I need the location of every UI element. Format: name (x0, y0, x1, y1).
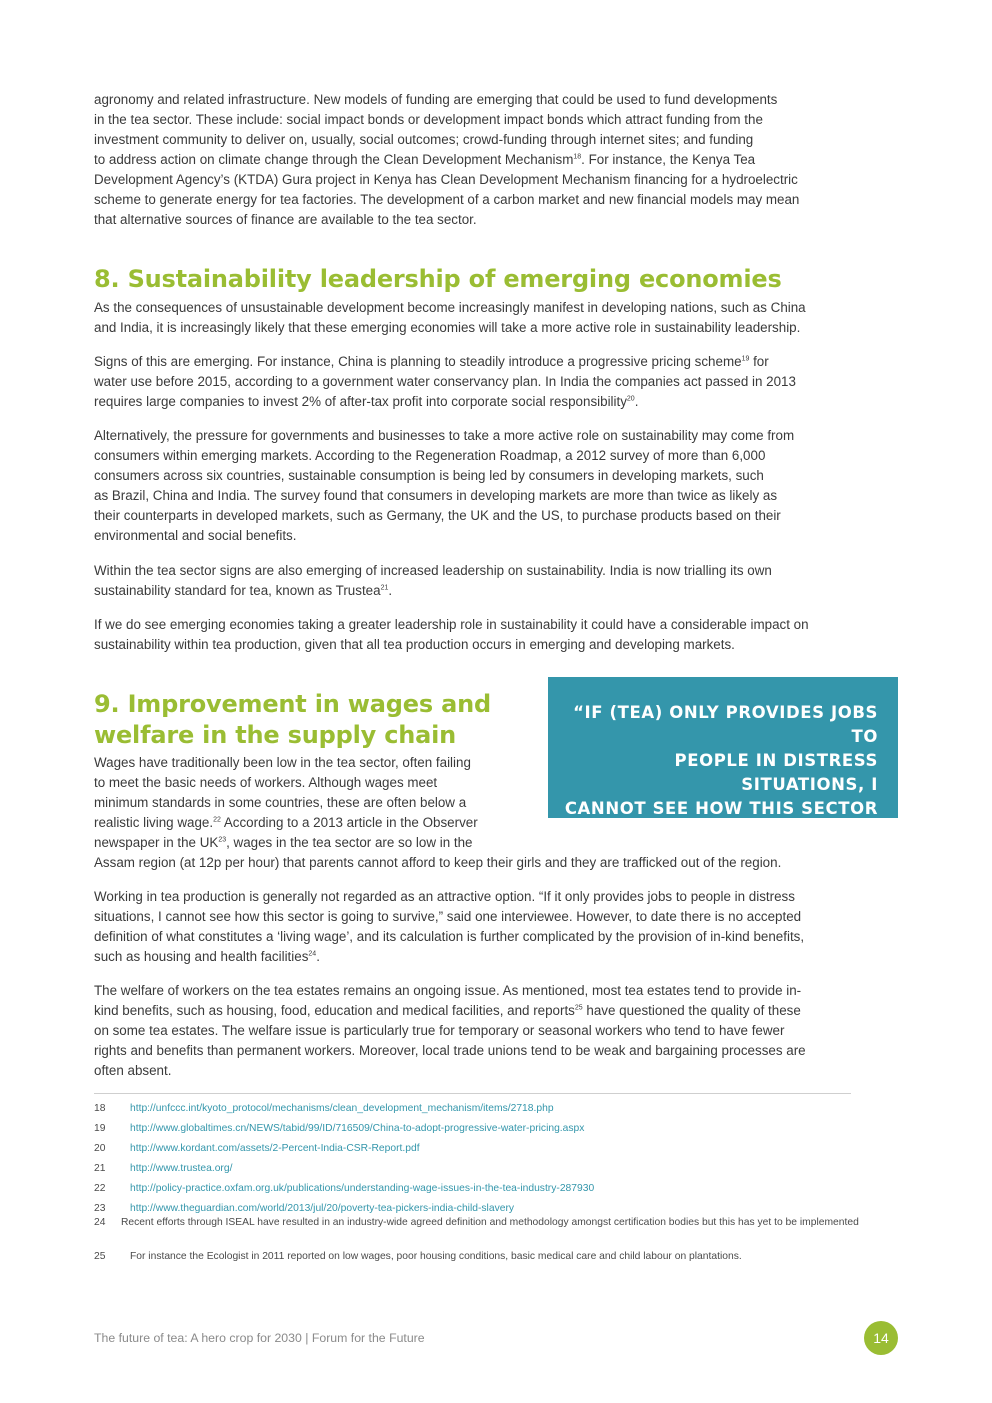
text-line-tail: According to a 2013 article in the Observer (220, 815, 478, 830)
footnote-ref[interactable]: 25 (574, 1004, 583, 1012)
section-8-paragraph-2 (94, 352, 796, 412)
footnote-ref[interactable]: 20 (626, 395, 635, 403)
quote-line: “IF (TEA) ONLY PROVIDES JOBS TO (573, 703, 878, 746)
text-line: consumers within emerging markets. According to the Regeneration Roadmap, a 2012 survey of more than 6,000 (94, 448, 766, 463)
heading-line: welfare in the supply chain (94, 721, 457, 749)
footnote-23 (94, 1202, 514, 1216)
text-line: Within the tea sector signs are also emerging of increased leadership on sustainability. India is now trialling its own (94, 563, 772, 578)
text-line: sustainability within tea production, given that all tea production occurs in emerging and developing markets. (94, 637, 735, 652)
page-footer: The future of tea: A hero crop for 2030 | Forum for the Future (94, 1331, 425, 1345)
intro-line: to address action on climate change through the Clean Development Mechanism (94, 152, 574, 167)
text-line: minimum standards in some countries, these are often below a (94, 795, 467, 810)
footnote-ref[interactable]: 22 (213, 816, 221, 824)
text-line: sustainability standard for tea, known as Trustea (94, 583, 381, 598)
footnote-link[interactable]: http://www.globaltimes.cn/NEWS/tabid/99/ID/716509/China-to-adopt-progressive-water-pricing.aspx (130, 1123, 585, 1134)
text-line: as Brazil, China and India. The survey found that consumers in developing markets are more than twice as likely as (94, 488, 778, 503)
text-line: If we do see emerging economies taking a greater leadership role in sustainability it could have a considerable impact on (94, 617, 809, 632)
text-line: Assam region (at 12p per hour) that parents cannot afford to keep their girls and they are trafficked out of the region. (94, 855, 782, 870)
section-9-paragraph-3 (94, 981, 806, 1081)
text-line: rights and benefits than permanent workers. Moreover, local trade unions tend to be weak and bargaining processes are (94, 1043, 806, 1058)
footnote-ref[interactable]: 19 (741, 355, 750, 363)
quote-line: PEOPLE IN DISTRESS SITUATIONS, I (674, 751, 878, 794)
section-8-paragraph-3 (94, 426, 794, 546)
text-line: kind benefits, such as housing, food, education and medical facilities, and reports (94, 1003, 575, 1018)
section-8-paragraph-1 (94, 298, 806, 338)
text-line: newspaper in the UK (94, 835, 219, 850)
text-line: situations, I cannot see how this sector is going to survive,” said one interviewee. However, to date there is no accepted (94, 909, 802, 924)
footnote-link[interactable]: http://www.theguardian.com/world/2013/jul/20/poverty-tea-pickers-india-child-slavery (130, 1203, 515, 1214)
text-line: their counterparts in developed markets, such as Germany, the UK and the US, to purchase products based on their (94, 508, 781, 523)
text-line: Signs of this are emerging. For instance, China is planning to steadily introduce a progressive pricing scheme (94, 354, 742, 369)
footnote-19 (94, 1122, 584, 1136)
section-8-paragraph-4 (94, 561, 772, 601)
text-line: water use before 2015, according to a government water conservancy plan. In India the companies act passed in 2013 (94, 374, 796, 389)
quote-line: CANNOT SEE HOW THIS SECTOR IS (564, 799, 878, 842)
text-line-tail: . (316, 949, 320, 964)
text-line-tail: . (388, 583, 393, 598)
text-line: consumers across six countries, sustainable consumption is being led by consumers in developing markets, such (94, 468, 764, 483)
text-line: often absent. (94, 1063, 172, 1078)
footnote-number: 21 (94, 1163, 106, 1174)
footnote-number: 19 (94, 1123, 106, 1134)
intro-paragraph (94, 90, 799, 230)
text-line: The welfare of workers on the tea estates remains an ongoing issue. As mentioned, most tea estates tend to provide in- (94, 983, 802, 998)
section-9-paragraph-2 (94, 887, 804, 967)
text-line: on some tea estates. The welfare issue is particularly true for temporary or seasonal workers who tend to have fewer (94, 1023, 785, 1038)
section-8-paragraph-5 (94, 615, 809, 655)
intro-line: investment community to deliver on, usually, social outcomes; crowd-funding through internet sites; and funding (94, 132, 754, 147)
heading-line: 9. Improvement in wages and (94, 690, 491, 718)
footnote-number: 23 (94, 1203, 106, 1214)
text-line: such as housing and health facilities (94, 949, 309, 964)
footnote-24 (94, 1216, 894, 1230)
footnote-link[interactable]: http://www.trustea.org/ (130, 1163, 233, 1174)
text-line: realistic living wage. (94, 815, 214, 830)
footnote-22 (94, 1182, 594, 1196)
text-line: Alternatively, the pressure for governments and businesses to take a more active role on sustainability may come from (94, 428, 795, 443)
footnote-link[interactable]: http://policy-practice.oxfam.org.uk/publications/understanding-wage-issues-in-the-tea-industry-287930 (130, 1183, 595, 1194)
text-line-tail: . (634, 394, 639, 409)
text-line: and India, it is increasingly likely that these emerging economies will take a more active role in sustainability leadership. (94, 320, 801, 335)
page-number-badge: 14 (864, 1321, 898, 1355)
text-line: to meet the basic needs of workers. Although wages meet (94, 775, 438, 790)
footnote-20 (94, 1142, 420, 1156)
footnote-25 (94, 1250, 742, 1264)
footnote-text: Recent efforts through ISEAL have resulted in an industry-wide agreed definition and methodology amongst certification bodies but this has yet to be implemented (121, 1217, 859, 1228)
footnote-number: 18 (94, 1103, 106, 1114)
intro-line-tail: . For instance, the Kenya Tea (581, 152, 756, 167)
intro-line: Development Agency’s (KTDA) Gura project in Kenya has Clean Development Mechanism financing for a hydroelectric (94, 172, 798, 187)
footnote-number: 20 (94, 1143, 106, 1154)
footnote-text: For instance the Ecologist in 2011 reported on low wages, poor housing conditions, basic medical care and child labour on plantations. (130, 1251, 742, 1262)
footnote-21 (94, 1162, 232, 1176)
footnote-number: 25 (94, 1251, 106, 1262)
text-line-tail: for (749, 354, 769, 369)
section-9-heading (94, 689, 491, 751)
intro-line: in the tea sector. These include: social impact bonds or development impact bonds which attract funding from the (94, 112, 763, 127)
footnote-number: 24 (94, 1217, 106, 1228)
text-line: environmental and social benefits. (94, 528, 297, 543)
footnote-number: 22 (94, 1183, 106, 1194)
intro-line: that alternative sources of finance are available to the tea sector. (94, 212, 477, 227)
text-line-tail: , wages in the tea sector are so low in the (226, 835, 473, 850)
text-line-tail: have questioned the quality of these (582, 1003, 801, 1018)
footnote-18 (94, 1102, 554, 1116)
text-line: requires large companies to invest 2% of after-tax profit into corporate social responsibility (94, 394, 627, 409)
intro-line: scheme to generate energy for tea factories. The development of a carbon market and new financial models may mean (94, 192, 800, 207)
footnote-ref[interactable]: 21 (380, 584, 389, 592)
text-line: Wages have traditionally been low in the tea sector, often failing (94, 755, 471, 770)
text-line: As the consequences of unsustainable development become increasingly manifest in developing nations, such as China (94, 300, 806, 315)
footnote-ref[interactable]: 23 (218, 836, 227, 844)
section-9-paragraph-1 (94, 753, 781, 873)
quote-line: GOING TO SURVIVE” (678, 847, 878, 866)
text-line: Working in tea production is generally not regarded as an attractive option. “If it only provides jobs to people in distress (94, 889, 795, 904)
footnote-ref[interactable]: 24 (308, 950, 317, 958)
footnote-divider (94, 1093, 851, 1094)
footnote-link[interactable]: http://www.kordant.com/assets/2-Percent-India-CSR-Report.pdf (130, 1143, 420, 1154)
section-8-heading: 8. Sustainability leadership of emerging economies (94, 265, 782, 293)
text-line: definition of what constitutes a ‘living wage’, and its calculation is further complicated by the provision of in-kind benefits, (94, 929, 805, 944)
intro-line: agronomy and related infrastructure. New models of funding are emerging that could be used to fund developments (94, 92, 778, 107)
footnote-link[interactable]: http://unfccc.int/kyoto_protocol/mechanisms/clean_development_mechanism/items/2718.php (130, 1103, 554, 1114)
footnote-ref[interactable]: 18 (573, 153, 582, 161)
